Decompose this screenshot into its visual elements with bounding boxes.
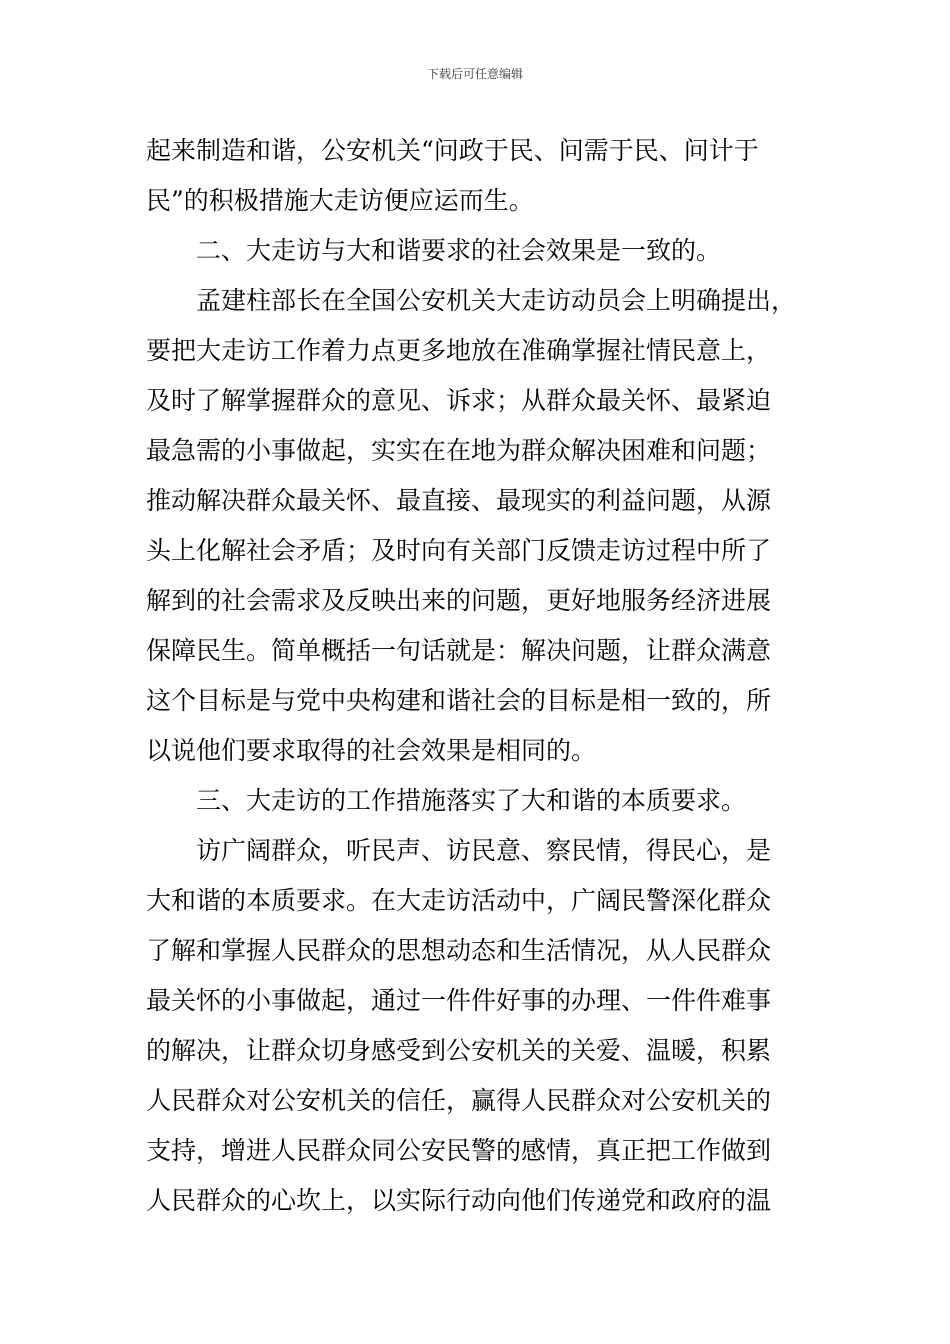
text-line: 保障民生。简单概括一句话就是：解决问题，让群众满意 bbox=[146, 636, 772, 665]
text-line: 要把大走访工作着力点更多地放在准确掌握社情民意上， bbox=[146, 336, 772, 365]
section-heading-2: 二、大走访与大和谐要求的社会效果是一致的。 bbox=[196, 236, 722, 265]
text-line: 孟建柱部长在全国公安机关大走访动员会上明确提出， bbox=[196, 286, 797, 315]
document-body bbox=[146, 126, 826, 1226]
text-line: 人民群众的心坎上，以实际行动向他们传递党和政府的温 bbox=[146, 1186, 772, 1215]
text-line: 最急需的小事做起，实实在在地为群众解决困难和问题； bbox=[146, 436, 772, 465]
text-line: 的解决，让群众切身感受到公安机关的关爱、温暖，积累 bbox=[146, 1036, 772, 1065]
text-line: 推动解决群众最关怀、最直接、最现实的利益问题，从源 bbox=[146, 486, 772, 515]
text-line: 人民群众对公安机关的信任，赢得人民群众对公安机关的 bbox=[146, 1086, 772, 1115]
text-line: 民”的积极措施大走访便应运而生。 bbox=[146, 186, 534, 215]
text-line: 支持，增进人民群众同公安民警的感情，真正把工作做到 bbox=[146, 1136, 772, 1165]
text-line: 头上化解社会矛盾；及时向有关部门反馈走访过程中所了 bbox=[146, 536, 772, 565]
text-line: 访广阔群众，听民声、访民意、察民情，得民心，是 bbox=[196, 836, 772, 865]
text-line: 起来制造和谐，公安机关“问政于民、问需于民、问计于 bbox=[146, 136, 759, 165]
text-line: 解到的社会需求及反映出来的问题，更好地服务经济进展 bbox=[146, 586, 772, 615]
page-header: 下载后可任意编辑 bbox=[426, 67, 523, 81]
text-line: 以说他们要求取得的社会效果是相同的。 bbox=[146, 736, 597, 765]
text-line: 了解和掌握人民群众的思想动态和生活情况，从人民群众 bbox=[146, 936, 772, 965]
text-line: 最关怀的小事做起，通过一件件好事的办理、一件件难事 bbox=[146, 986, 772, 1015]
text-line: 大和谐的本质要求。在大走访活动中，广阔民警深化群众 bbox=[146, 886, 772, 915]
section-heading-3: 三、大走访的工作措施落实了大和谐的本质要求。 bbox=[196, 786, 747, 815]
text-line: 这个目标是与党中央构建和谐社会的目标是相一致的，所 bbox=[146, 686, 772, 715]
text-line: 及时了解掌握群众的意见、诉求；从群众最关怀、最紧迫 bbox=[146, 386, 772, 415]
